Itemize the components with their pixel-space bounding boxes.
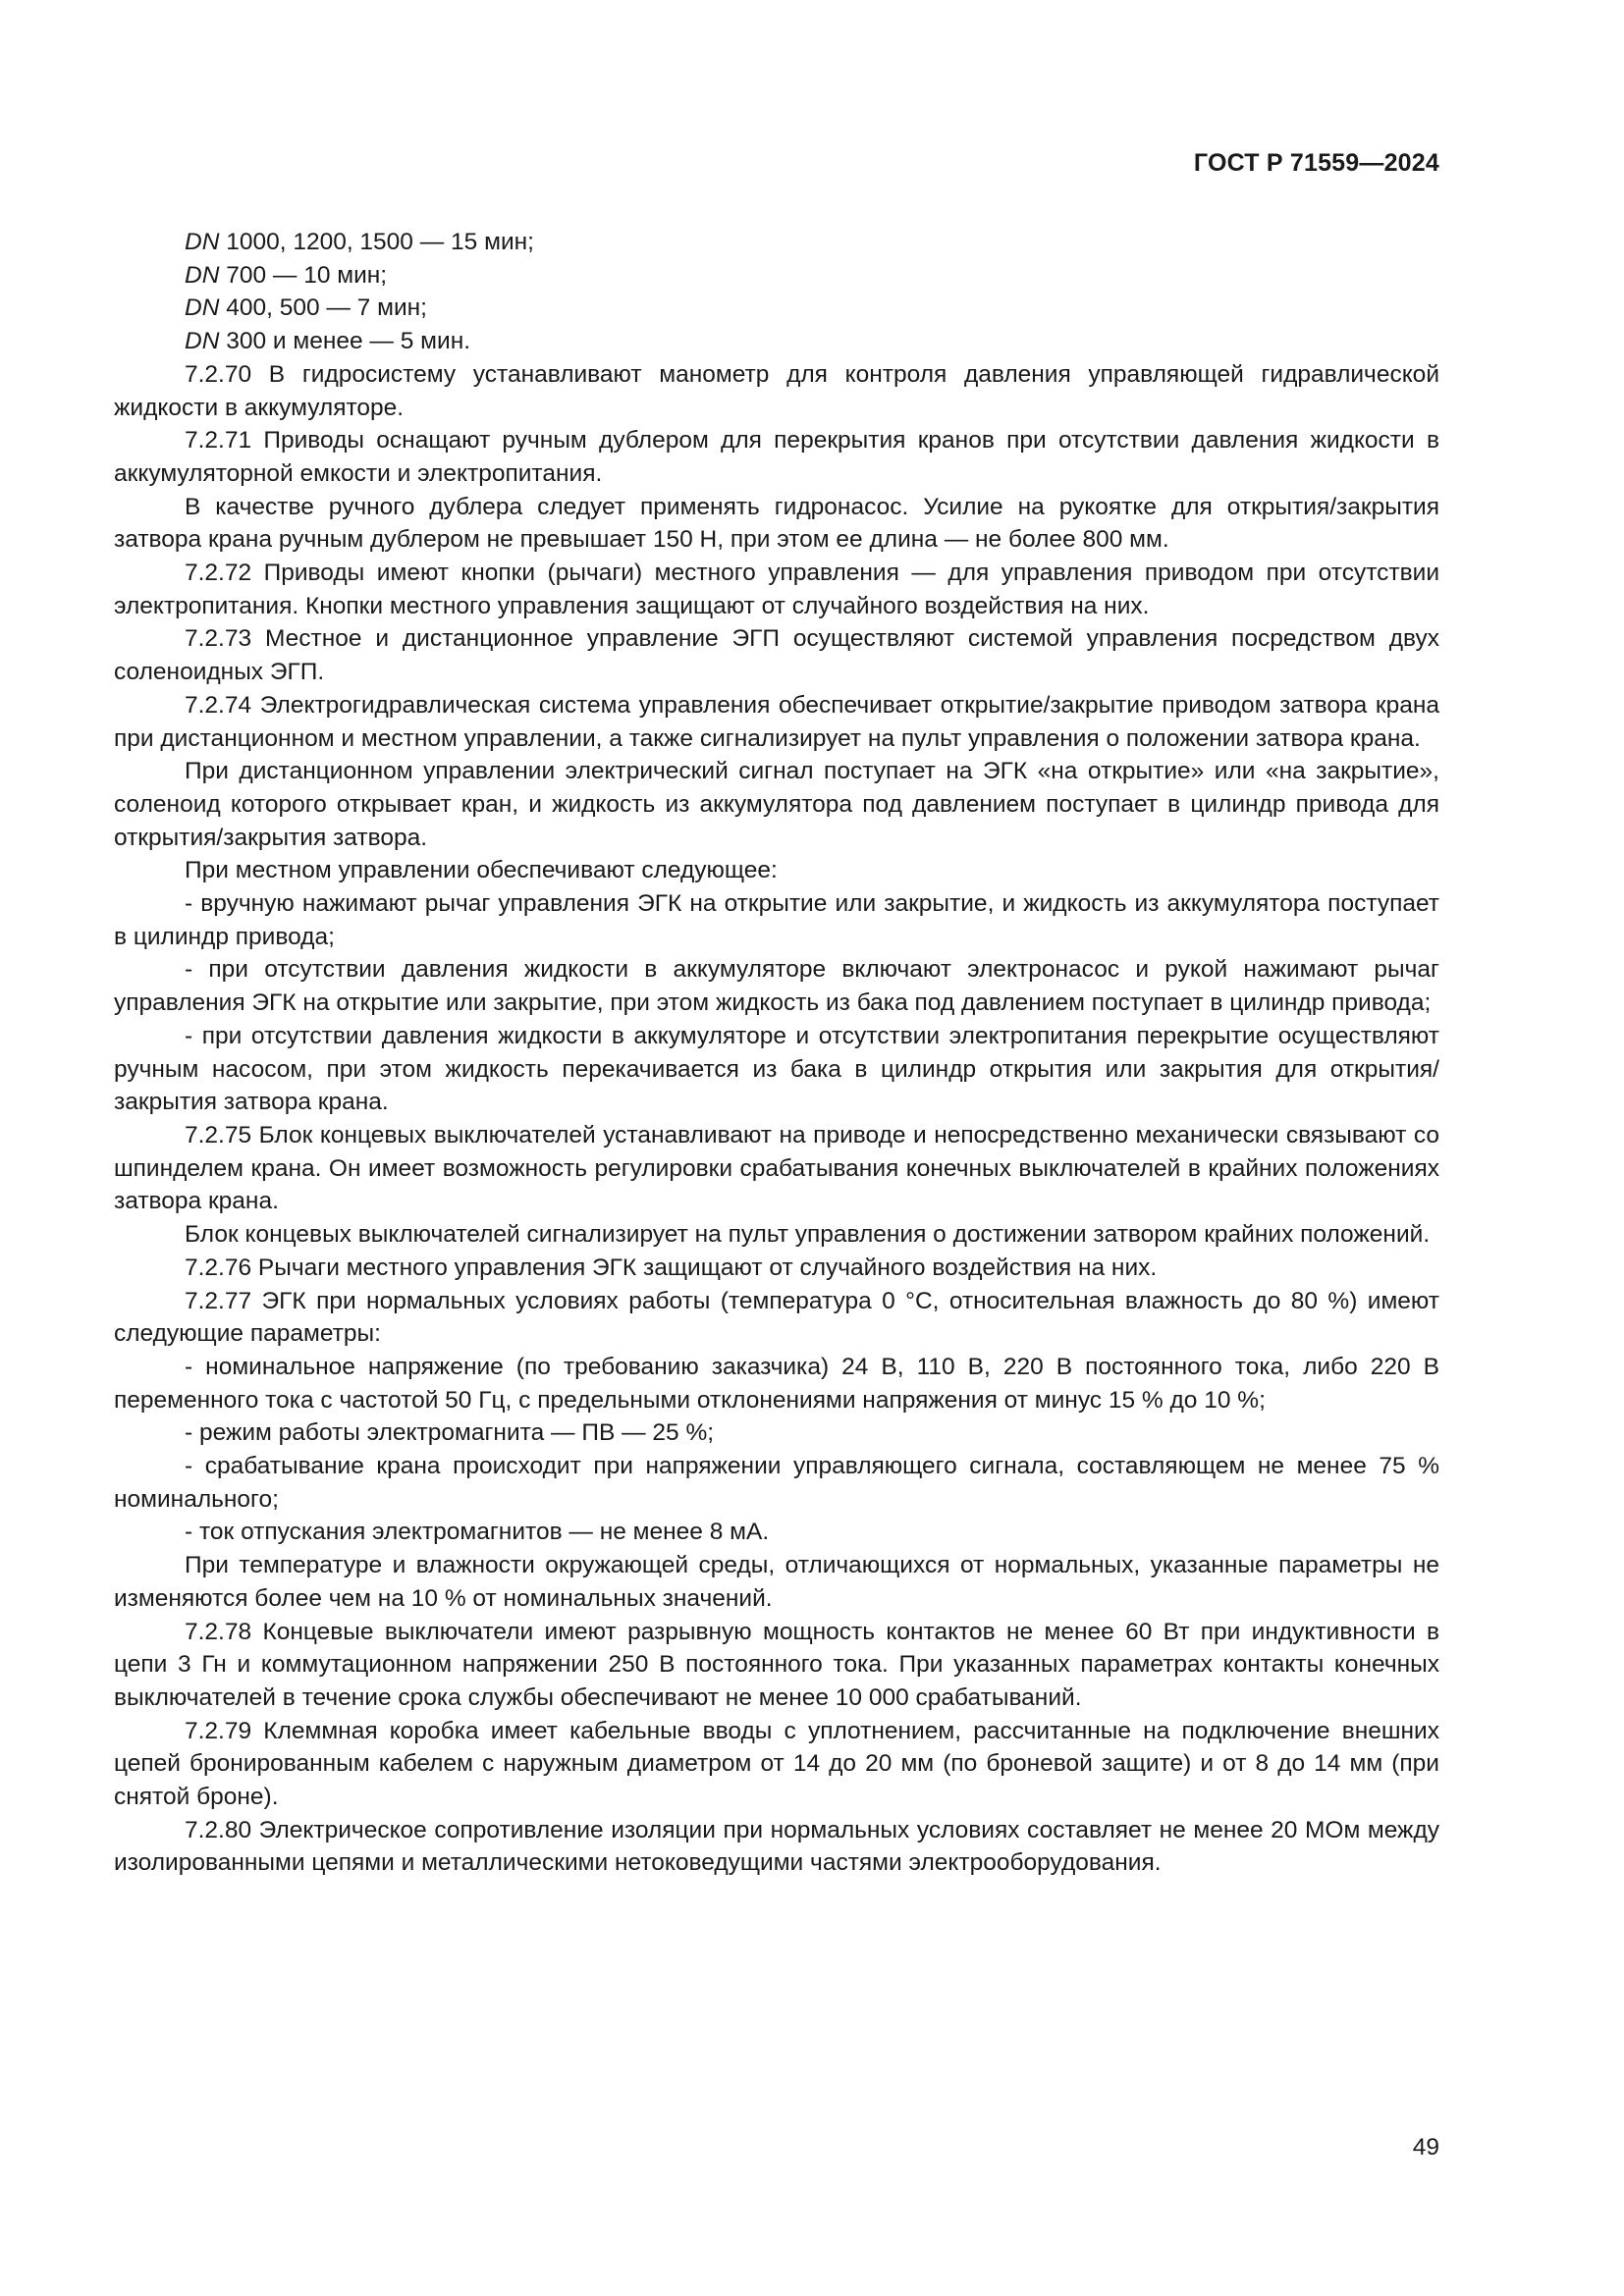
- paragraph-7-2-70: 7.2.70 В гидросистему устанавливают манометр для контроля давления управляющей гидравлической жидкости в аккумуляторе.: [114, 360, 1439, 421]
- paragraph-7-2-72: 7.2.72 Приводы имеют кнопки (рычаги) местного управления — для управления приводом при отсутствии электропитания. Кнопки местного управления защищают от случайного воздействия на них.: [114, 560, 1439, 619]
- paragraph-7-2-73: 7.2.73 Местное и дистанционное управление ЭГП осуществляют системой управления посредством двух соленоидных ЭГП.: [114, 625, 1439, 686]
- paragraph: В качестве ручного дублера следует применять гидронасос. Усилие на рукоятке для открытия/закрытия затвора крана ручным дублером не превышает 150 Н, при этом ее длина — не более 800 мм.: [114, 493, 1439, 554]
- list-item: - режим работы электромагнита — ПВ — 25 %;: [185, 1419, 715, 1447]
- paragraph: При температуре и влажности окружающей среды, отличающихся от нормальных, указанные параметры не изменяются более чем на 10 % от номинальных значений.: [114, 1552, 1439, 1612]
- paragraph: При дистанционном управлении электрический сигнал поступает на ЭГК «на открытие» или «на закрытие», соленоид которого открывает кран, и жидкость из аккумулятора под давлением поступает в цилиндр привода для открытия/закрытия затвора.: [114, 758, 1439, 851]
- paragraph-7-2-71: 7.2.71 Приводы оснащают ручным дублером для перекрытия кранов при отсутствии давления жидкости в аккумуляторной емкости и электропитания.: [114, 427, 1439, 487]
- list-item: - при отсутствии давления жидкости в аккумуляторе и отсутствии электропитания перекрытие осуществляют ручным насосом, при этом жидкость перекачивается из бака в цилиндр открытия или закрытия для открытия/закрытия затвора крана.: [114, 1022, 1439, 1116]
- paragraph: При местном управлении обеспечивают следующее:: [185, 857, 778, 884]
- paragraph-7-2-78: 7.2.78 Концевые выключатели имеют разрывную мощность контактов не менее 60 Вт при индуктивности в цепи 3 Гн и коммутационном напряжении 250 В постоянного тока. При указанных параметрах контакты конечных выключателей в течение срока службы обеспечивают не менее 10 000 срабатываний.: [114, 1618, 1439, 1711]
- paragraph-7-2-79: 7.2.79 Клеммная коробка имеет кабельные вводы с уплотнением, рассчитанные на подключение внешних цепей бронированным кабелем с наружным диаметром от 14 до 20 мм (по броневой защите) и от 8 до 14 мм (при снятой броне).: [114, 1717, 1439, 1811]
- dn-list-item: DN 1000, 1200, 1500 — 15 мин;: [185, 229, 534, 255]
- list-item: - номинальное напряжение (по требованию заказчика) 24 В, 110 В, 220 В постоянного тока, либо 220 В переменного тока с частотой 50 Гц, с предельными отклонениями напряжения от минус 15 % до 10 %;: [114, 1353, 1439, 1414]
- page-number: 49: [1412, 2134, 1439, 2161]
- list-item: - при отсутствии давления жидкости в аккумуляторе включают электронасос и рукой нажимают рычаг управления ЭГК на открытие или закрытие, при этом жидкость из бака под давлением поступает в цилиндр привода;: [114, 956, 1439, 1017]
- standard-header: ГОСТ Р 71559—2024: [1193, 149, 1439, 177]
- paragraph-7-2-74: 7.2.74 Электрогидравлическая система управления обеспечивает открытие/закрытие приводом затвора крана при дистанционном и местном управлении, а также сигнализирует на пульт управления о положении затвора крана.: [114, 691, 1439, 752]
- dn-list-item: DN 400, 500 — 7 мин;: [185, 294, 427, 322]
- dn-list-item: DN 700 — 10 мин;: [185, 261, 388, 289]
- paragraph: Блок концевых выключателей сигнализирует на пульт управления о достижении затвором крайних положений.: [185, 1221, 1431, 1249]
- paragraph-7-2-75: 7.2.75 Блок концевых выключателей устанавливают на приводе и непосредственно механически связывают со шпинделем крана. Он имеет возможность регулировки срабатывания конечных выключателей в крайних положениях затвора крана.: [114, 1121, 1439, 1215]
- paragraph-7-2-80: 7.2.80 Электрическое сопротивление изоляции при нормальных условиях составляет не менее 20 МОм между изолированными цепями и металлическими нетоковедущими частями электрооборудования.: [114, 1816, 1439, 1877]
- dn-list-item: DN 300 и менее — 5 мин.: [185, 328, 471, 355]
- list-item: - срабатывание крана происходит при напряжении управляющего сигнала, составляющем не менее 75 % номинального;: [114, 1453, 1439, 1513]
- list-item: - вручную нажимают рычаг управления ЭГК на открытие или закрытие, и жидкость из аккумулятора поступает в цилиндр привода;: [114, 890, 1439, 950]
- document-body: [114, 226, 1439, 1880]
- list-item: - ток отпускания электромагнитов — не менее 8 мА.: [185, 1519, 770, 1546]
- paragraph-7-2-77: 7.2.77 ЭГК при нормальных условиях работы (температура 0 °С, относительная влажность до 80 %) имеют следующие параметры:: [114, 1287, 1439, 1348]
- paragraph-7-2-76: 7.2.76 Рычаги местного управления ЭГК защищают от случайного воздействия на них.: [185, 1254, 1158, 1281]
